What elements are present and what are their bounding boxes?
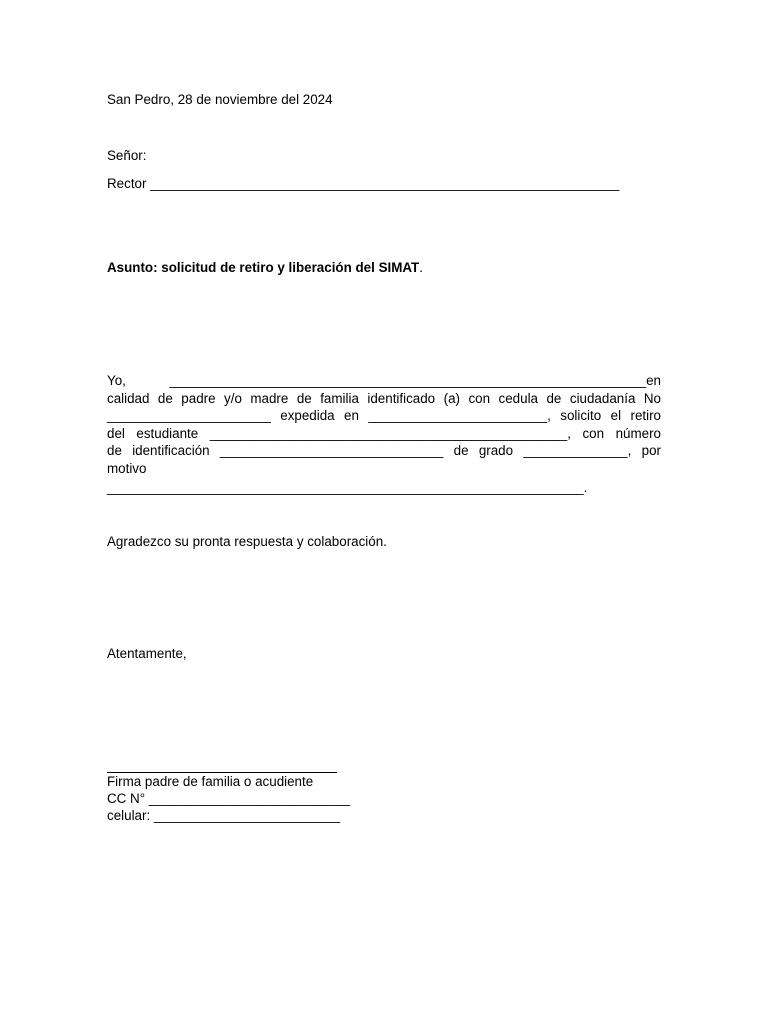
phone-line: celular: _________________________ bbox=[107, 808, 341, 823]
signature-label: Firma padre de familia o acudiente bbox=[107, 774, 314, 789]
closing-line: Atentamente, bbox=[107, 646, 187, 661]
body-line-4: del estudiante ________________________________________________, con número bbox=[107, 425, 661, 441]
cc-line: CC N° ___________________________ bbox=[107, 791, 350, 806]
body-line-3: ______________________ expedida en ________________________, solicito el retiro bbox=[107, 408, 661, 423]
date-line: San Pedro, 28 de noviembre del 2024 bbox=[107, 92, 333, 107]
body-line-5: de identificación ______________________________ de grado ______________, por bbox=[107, 443, 661, 458]
subject-label: Asunto: solicitud de retiro y liberación del SIMAT bbox=[107, 260, 420, 275]
thanks-line: Agradezco su pronta respuesta y colaboración. bbox=[107, 534, 387, 549]
body-line-7: ________________________________________________________________. bbox=[107, 480, 588, 495]
subject-end: . bbox=[419, 260, 423, 275]
body-line-2: calidad de padre y/o madre de familia identificado (a) con cedula de ciudadanía No bbox=[107, 390, 661, 406]
salutation: Señor: bbox=[107, 148, 147, 163]
body-line-1: Yo, ________________________________________________________________en bbox=[107, 373, 661, 388]
recipient-line: Rector _______________________________________________________________ bbox=[107, 176, 620, 191]
body-line-6: motivo bbox=[107, 460, 147, 476]
subject bbox=[107, 259, 423, 277]
